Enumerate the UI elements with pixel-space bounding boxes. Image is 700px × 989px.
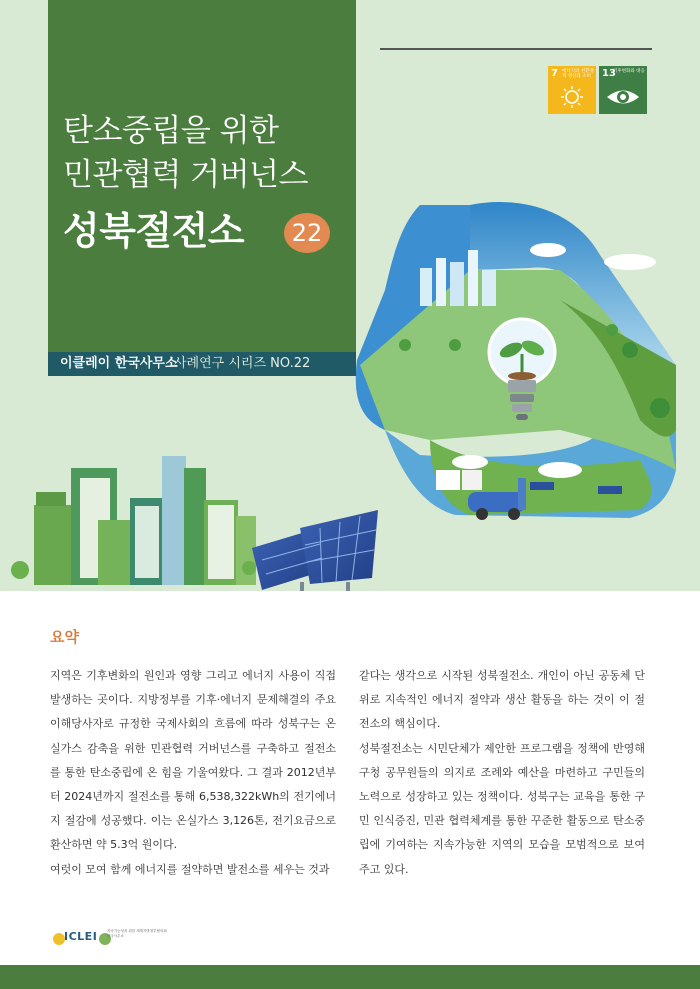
eye-globe-icon <box>599 66 647 114</box>
logo-text: ICLEI <box>64 930 98 943</box>
city-buildings <box>11 456 291 585</box>
org-name: 이클레이 한국사무소 <box>60 356 178 371</box>
footer-bar <box>0 965 700 989</box>
series-label: 사례연구 시리즈 NO.22 <box>174 356 311 371</box>
sdg-label: 기후변화와 대응 <box>613 69 645 74</box>
divider <box>380 48 652 50</box>
sdg-number: 13 <box>602 68 616 79</box>
summary-title: 요약 <box>50 628 79 646</box>
series-number-badge: 22 <box>284 213 330 253</box>
summary-column-right <box>359 664 645 882</box>
series-bar <box>48 352 356 376</box>
paragraph: 같다는 생각으로 시작된 성북절전소. 개인이 아닌 공동체 단위로 지속적인 에너지 절약과 생산 활동을 하는 것이 이 절전소의 핵심이다. <box>359 669 645 731</box>
sun-icon <box>548 66 596 114</box>
title-line-2: 민관협력 거버넌스 <box>63 157 308 193</box>
sdg-7-badge <box>548 66 596 114</box>
sdg-13-badge <box>599 66 647 114</box>
main-title: 성북절전소 <box>63 209 245 253</box>
sdg-number: 7 <box>551 68 558 79</box>
paragraph: 여럿이 모여 함께 에너지를 절약하면 발전소를 세우는 것과 <box>50 862 330 876</box>
title-line-1: 탄소중립을 위한 <box>63 113 279 149</box>
sdg-label: 에너지의 친환경적 생산과 소비 <box>562 69 594 79</box>
paragraph: 성북절전소는 시민단체가 제안한 프로그램을 정책에 반영해 구청 공무원들의 의지로 조례와 예산을 마련하고 구민들의 노력으로 성장하고 있는 정책이다. 성북구는 교육을 통한 구민 인식증진, 민관 협력체계를 통한 꾸준한 활동으로 탄소중립에 기여하는 지속가능한 지역의 모습을 모범적으로 보여주고 있다. <box>359 741 645 876</box>
summary-column-left <box>50 664 336 882</box>
paragraph: 지역은 기후변화의 원인과 영향 그리고 에너지 사용이 직접 발생하는 곳이다. 지방정부를 기후·에너지 문제해결의 주요 이해당사자로 규정한 국제사회의 흐름에 따라 성북구는 온실가스 감축을 위한 민관협력 거버넌스를 구축하고 절전소를 통한 탄소중립에 온 힘을 기울여왔다. 그 결과 2012년부터 2024년까지 절전소를 통해 6,538,322kWh의 전기에너지 절감에 성공했다. 이는 온실가스 3,126톤, 전기요금으로 환산하면 약 5.3억 원이다. <box>50 669 336 852</box>
logo-subtitle: 지속가능성을 위한 세계지방정부협의회 한국사무소 <box>107 929 167 938</box>
solar-panels <box>252 510 378 591</box>
